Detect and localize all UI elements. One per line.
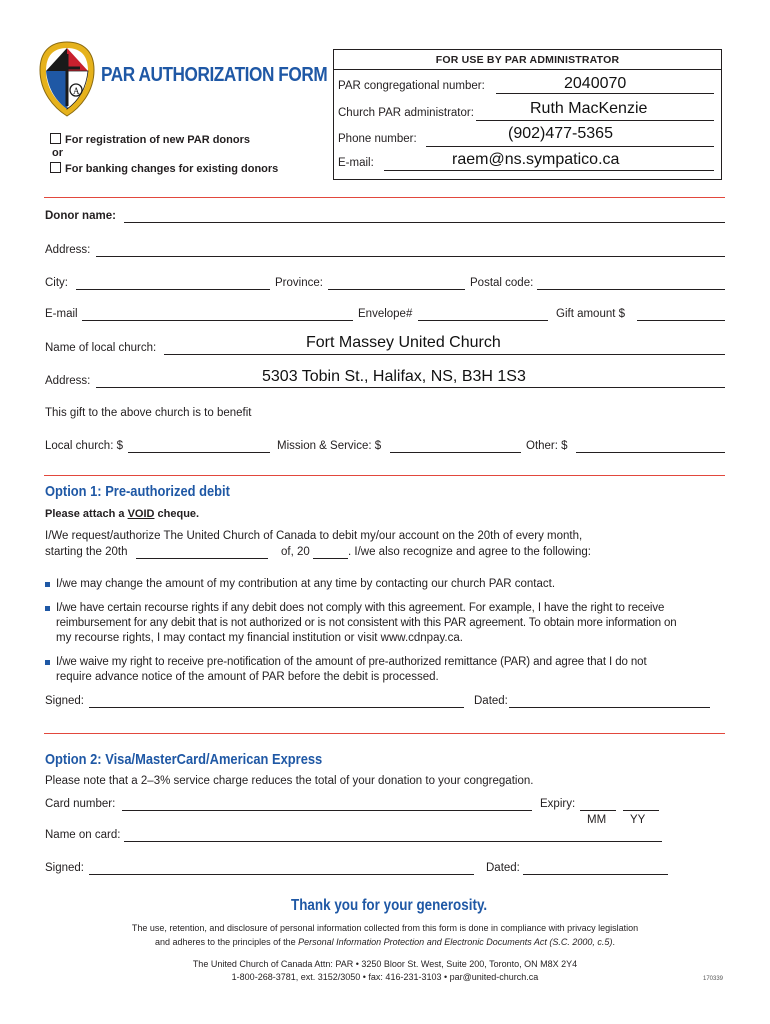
par-admin-value[interactable]: Ruth MacKenzie <box>530 100 648 117</box>
attach-void-word: VOID <box>127 508 155 520</box>
donor-name-label: Donor name: <box>45 210 116 222</box>
checkbox-new-donors[interactable] <box>50 133 250 146</box>
mission-service-field[interactable] <box>390 452 521 453</box>
donor-name-field[interactable] <box>124 222 725 223</box>
email-value[interactable]: raem@ns.sympatico.ca <box>452 151 620 168</box>
section-divider <box>44 733 725 734</box>
starting-year-field[interactable] <box>313 558 348 559</box>
par-admin-label: Church PAR administrator: <box>338 107 474 119</box>
footer-contact: 1-800-268-3781, ext. 3152/3050 • fax: 416-231-3103 • par@united-church.ca <box>231 972 539 982</box>
city-field[interactable] <box>76 289 270 290</box>
phone-label: Phone number: <box>338 133 417 145</box>
checkbox-new-donors-label: For registration of new PAR donors <box>65 134 250 146</box>
donor-address-label: Address: <box>45 244 91 256</box>
or-text: or <box>52 147 63 159</box>
section-divider <box>44 475 725 476</box>
bullet3-line1: I/we waive my right to receive pre-notification of the amount of pre-authorized remittance (PAR) and agree that I do not <box>56 656 647 668</box>
expiry-year-field[interactable] <box>623 810 659 811</box>
united-church-crest-logo <box>36 40 98 118</box>
email-label: E-mail: <box>338 157 374 169</box>
envelope-field[interactable] <box>418 320 548 321</box>
checkbox-banking-changes[interactable] <box>50 162 278 175</box>
attach-void-text <box>45 508 199 520</box>
bullet2-line1: I/we have certain recourse rights if any debit does not comply with this agreement. For example, I have the right to receive <box>56 602 665 614</box>
authorization-line2-end: . I/we also recognize and agree to the following: <box>348 546 591 558</box>
expiry-yy-caption: YY <box>630 814 646 826</box>
other-amount-label: Other: $ <box>526 440 568 452</box>
donor-address-field[interactable] <box>96 256 725 257</box>
gift-amount-label: Gift amount $ <box>556 308 626 320</box>
benefit-text: This gift to the above church is to benefit <box>45 407 252 419</box>
postal-code-label: Postal code: <box>470 277 534 289</box>
checkbox-new-donors-box[interactable] <box>50 133 61 144</box>
bullet3-line2: require advance notice of the amount of PAR before the debit is processed. <box>56 671 439 683</box>
privacy-line2-c: . <box>612 937 615 947</box>
option1-signature-field[interactable] <box>89 707 464 708</box>
envelope-label: Envelope# <box>358 308 413 320</box>
form-code: 170339 <box>703 976 724 982</box>
church-address-field[interactable] <box>96 387 725 388</box>
option2-date-field[interactable] <box>523 874 668 875</box>
option1-heading: Option 1: Pre-authorized debit <box>45 483 230 500</box>
local-church-amount-field[interactable] <box>128 452 270 453</box>
postal-code-field[interactable] <box>537 289 725 290</box>
mission-service-label: Mission & Service: $ <box>277 440 382 452</box>
bullet2-line3: my recourse rights, I may contact my financial institution or visit www.cdnpay.ca. <box>56 632 463 644</box>
thank-you-text: Thank you for your generosity. <box>291 897 488 914</box>
attach-void-post: cheque. <box>154 508 200 520</box>
starting-date-field[interactable] <box>136 558 268 559</box>
card-number-field[interactable] <box>122 810 532 811</box>
svg-text:A: A <box>73 86 80 96</box>
option1-signed-label: Signed: <box>45 695 85 707</box>
bullet-icon <box>45 660 50 665</box>
bullet1-text: I/we may change the amount of my contribution at any time by contacting our church PAR contact. <box>56 578 556 590</box>
authorization-line1: I/We request/authorize The United Church of Canada to debit my/our account on the 20th of every month, <box>45 530 583 542</box>
donor-email-label: E-mail <box>45 308 78 320</box>
authorization-line2-mid: of, 20 <box>281 546 310 558</box>
privacy-line2 <box>0 937 770 947</box>
church-address-value[interactable]: 5303 Tobin St., Halifax, NS, B3H 1S3 <box>262 368 526 385</box>
footer-address: The United Church of Canada Attn: PAR • 3250 Bloor St. West, Suite 200, Toronto, ON M8X 2Y4 <box>192 959 578 969</box>
option2-signed-label: Signed: <box>45 862 85 874</box>
church-address-label: Address: <box>45 375 91 387</box>
par-number-value[interactable]: 2040070 <box>564 75 627 92</box>
authorization-line2-start: starting the 20th <box>45 546 128 558</box>
option1-dated-label: Dated: <box>474 695 508 707</box>
section-divider <box>44 197 725 198</box>
local-church-value[interactable]: Fort Massey United Church <box>306 334 501 351</box>
bullet2-line2: reimbursement for any debit that is not authorized or is not consistent with this PAR agreement. To obtain more information on <box>56 617 677 629</box>
province-label: Province: <box>275 277 323 289</box>
local-church-field[interactable] <box>164 354 725 355</box>
privacy-line2-a: and adheres to the principles of the <box>155 937 299 947</box>
bullet-icon <box>45 606 50 611</box>
local-church-amount-label: Local church: $ <box>45 440 123 452</box>
bullet-icon <box>45 582 50 587</box>
other-amount-field[interactable] <box>576 452 725 453</box>
expiry-label: Expiry: <box>540 798 576 810</box>
local-church-label: Name of local church: <box>45 342 157 354</box>
donor-email-field[interactable] <box>82 320 353 321</box>
option2-dated-label: Dated: <box>486 862 520 874</box>
service-charge-note: Please note that a 2–3% service charge reduces the total of your donation to your congregation. <box>45 775 534 787</box>
option2-signature-field[interactable] <box>89 874 474 875</box>
expiry-month-field[interactable] <box>580 810 616 811</box>
checkbox-banking-changes-box[interactable] <box>50 162 61 173</box>
admin-box-heading: FOR USE BY PAR ADMINISTRATOR <box>435 54 620 66</box>
province-field[interactable] <box>328 289 465 290</box>
form-title: PAR AUTHORIZATION FORM <box>101 64 328 86</box>
option1-date-field[interactable] <box>509 707 710 708</box>
privacy-act-name: Personal Information Protection and Electronic Documents Act (S.C. 2000, c.5) <box>298 937 613 947</box>
phone-value[interactable]: (902)477-5365 <box>508 125 613 142</box>
card-number-label: Card number: <box>45 798 116 810</box>
option2-heading: Option 2: Visa/MasterCard/American Express <box>45 751 323 768</box>
city-label: City: <box>45 277 68 289</box>
admin-box <box>333 49 722 180</box>
name-on-card-field[interactable] <box>124 841 662 842</box>
checkbox-banking-changes-label: For banking changes for existing donors <box>65 163 279 175</box>
gift-amount-field[interactable] <box>637 320 725 321</box>
name-on-card-label: Name on card: <box>45 829 121 841</box>
privacy-line1: The use, retention, and disclosure of personal information collected from this form is done in compliance with privacy legislation <box>131 923 639 933</box>
expiry-mm-caption: MM <box>587 814 607 826</box>
attach-void-pre: Please attach a <box>45 508 128 520</box>
par-number-label: PAR congregational number: <box>338 80 485 92</box>
